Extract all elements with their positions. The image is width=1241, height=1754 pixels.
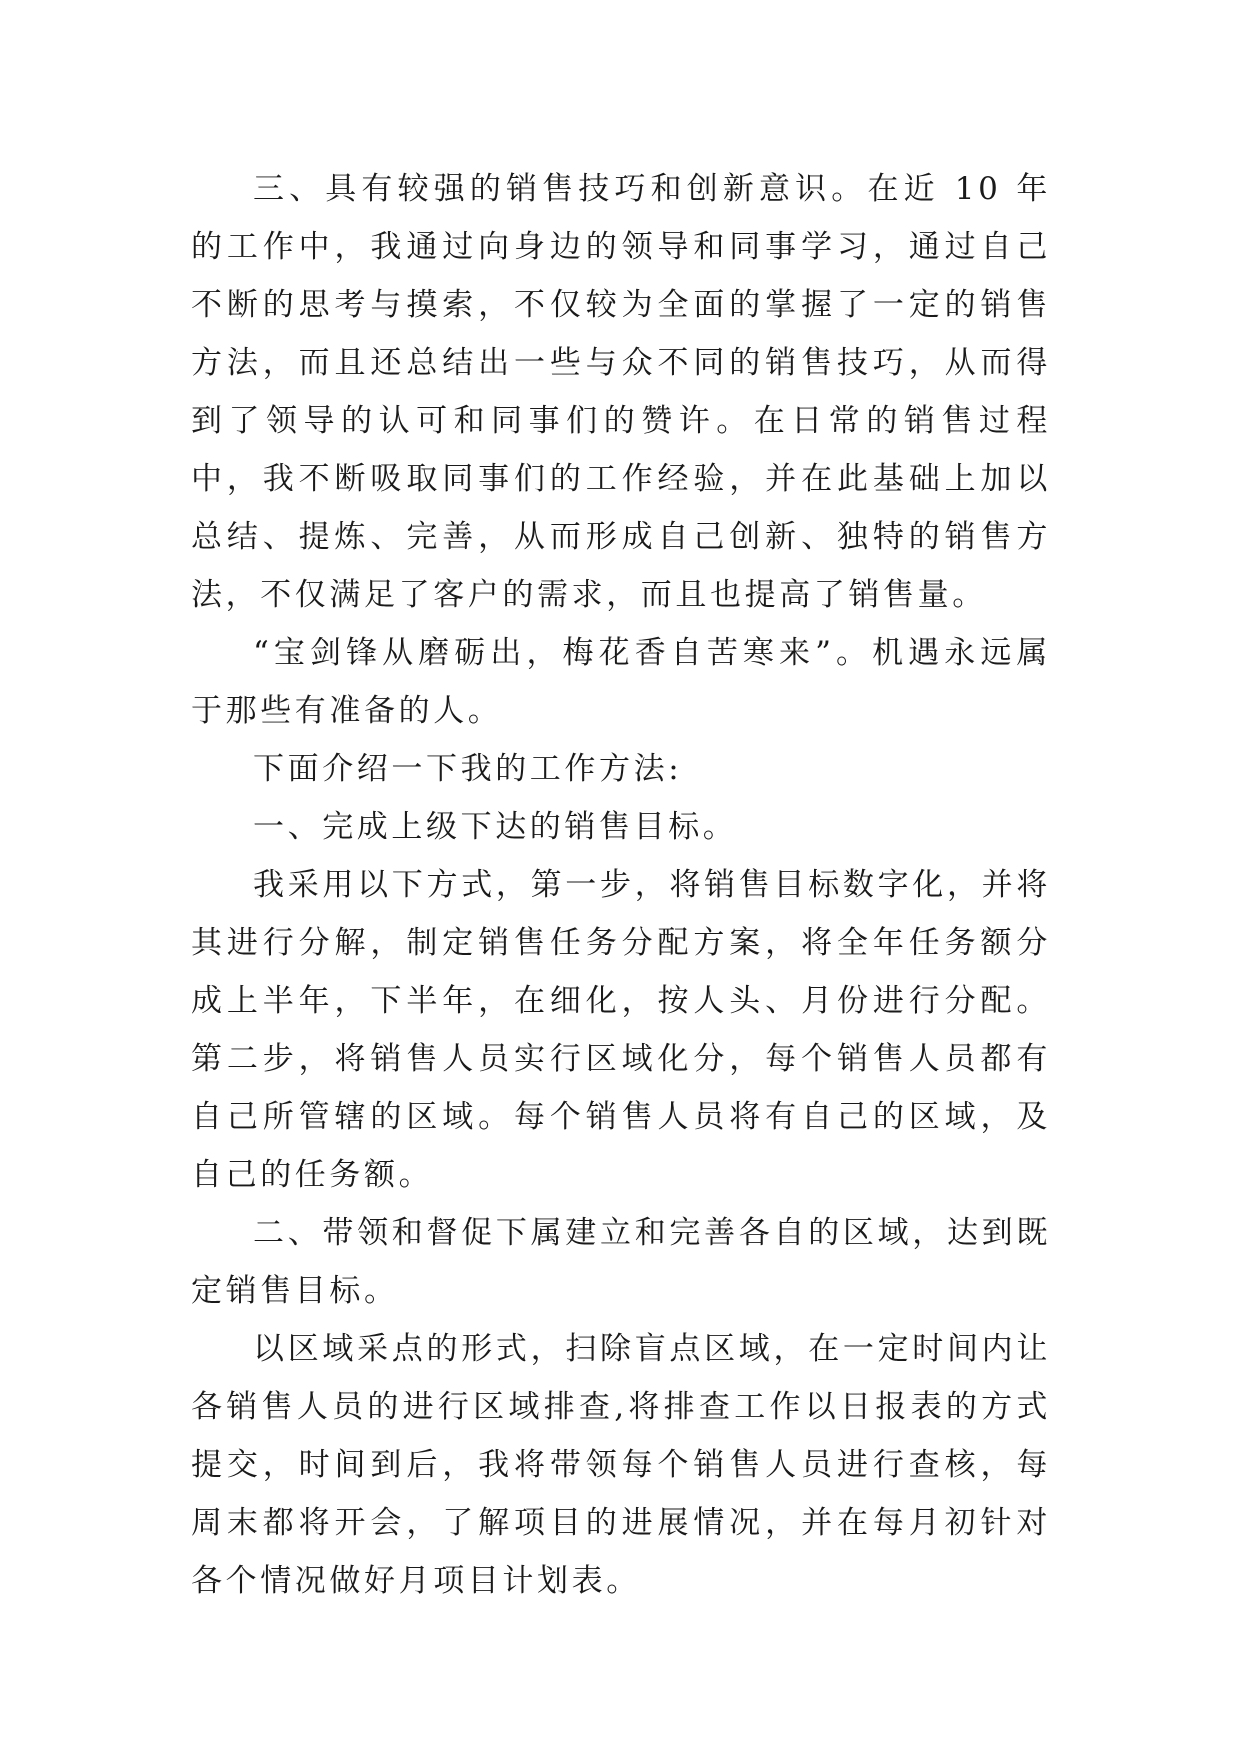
paragraph-heading-1: 一、完成上级下达的销售目标。 [253,809,738,845]
paragraph-heading-2: 二、带领和督促下属建立和完善各自的区域，达到既定销售目标。 [191,1215,1051,1309]
paragraph-method-2: 以区域采点的形式，扫除盲点区域，在一定时间内让各销售人员的进行区域排查,将排查工作以日报表的方式提交，时间到后，我将带领每个销售人员进行查核，每周末都将开会，了解项目的进展情况，并在每月初针对各个情况做好月项目计划表。 [191,1331,1051,1599]
document-body [191,160,1051,1610]
paragraph-methods-intro: 下面介绍一下我的工作方法: [253,751,683,787]
paragraph-sales-skills: 三、具有较强的销售技巧和创新意识。在近 10 年的工作中，我通过向身边的领导和同事学习，通过自己不断的思考与摸索，不仅较为全面的掌握了一定的销售方法，而且还总结出一些与众不同的销售技巧，从而得到了领导的认可和同事们的赞许。在日常的销售过程中，我不断吸取同事们的工作经验，并在此基础上加以总结、提炼、完善，从而形成自己创新、独特的销售方法，不仅满足了客户的需求，而且也提高了销售量。 [191,171,1051,613]
paragraph-method-1: 我采用以下方式，第一步，将销售目标数字化，并将其进行分解，制定销售任务分配方案，将全年任务额分成上半年，下半年，在细化，按人头、月份进行分配。第二步，将销售人员实行区域化分，每个销售人员都有自己所管辖的区域。每个销售人员将有自己的区域，及自己的任务额。 [191,867,1051,1193]
paragraph-quote: “宝剑锋从磨砺出，梅花香自苦寒来”。机遇永远属于那些有准备的人。 [191,635,1051,729]
